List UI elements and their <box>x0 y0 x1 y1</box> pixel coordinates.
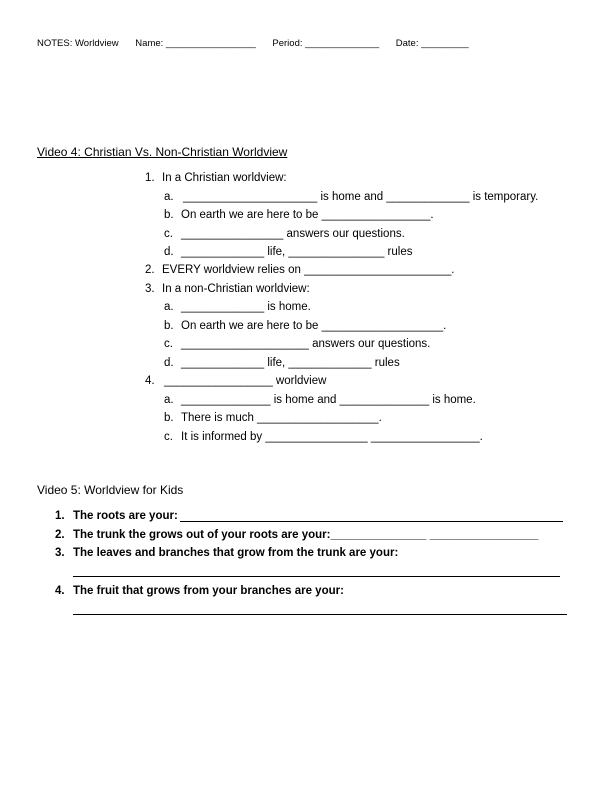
v5-item-2: The trunk the grows out of your roots are your:_______________ _________________ <box>73 529 539 541</box>
v5-answer-line-1 <box>180 521 563 522</box>
v4-letter-1c: c. <box>164 228 173 240</box>
date-field: Date: _________ <box>395 38 469 49</box>
v4-item-4b: There is much ___________________. <box>181 412 382 424</box>
v5-answer-line-3 <box>73 576 560 577</box>
v4-num-2: 2. <box>145 264 155 276</box>
v4-item-4c: It is informed by ________________ _________________. <box>181 431 483 443</box>
v5-item-1: The roots are your: <box>73 510 178 522</box>
v4-letter-4b: b. <box>164 412 174 424</box>
v4-letter-1d: d. <box>164 246 174 258</box>
video4-title: Video 4: Christian Vs. Non-Christian Worldview <box>37 145 288 159</box>
v4-item-3b: On earth we are here to be ___________________. <box>181 320 447 332</box>
v5-item-4: The fruit that grows from your branches are your: <box>73 585 344 597</box>
v5-num-2: 2. <box>55 529 65 541</box>
v4-item-4a: ______________ is home and ______________ is home. <box>181 394 476 406</box>
v4-letter-3b: b. <box>164 320 174 332</box>
period-field: Period: ______________ <box>272 38 380 49</box>
v4-letter-1b: b. <box>164 209 174 221</box>
v4-letter-1a: a. <box>164 191 174 203</box>
notes-title: NOTES: Worldview <box>37 38 119 49</box>
v4-letter-3a: a. <box>164 301 174 313</box>
v5-answer-line-4 <box>73 614 567 615</box>
v4-item-1: In a Christian worldview: <box>162 172 287 184</box>
v5-num-3: 3. <box>55 547 65 559</box>
video5-title: Video 5: Worldview for Kids <box>37 483 184 497</box>
v4-item-2: EVERY worldview relies on _______________________. <box>162 264 455 276</box>
v4-num-1: 1. <box>145 172 155 184</box>
worksheet-header <box>37 38 483 49</box>
name-field: Name: _________________ <box>135 38 256 49</box>
v5-num-1: 1. <box>55 510 65 522</box>
v4-letter-3c: c. <box>164 338 173 350</box>
v4-item-3: In a non-Christian worldview: <box>162 283 310 295</box>
v4-item-4: _________________ worldview <box>164 375 327 387</box>
v4-num-4: 4. <box>145 375 155 387</box>
v4-letter-4a: a. <box>164 394 174 406</box>
v4-item-1d: _____________ life, _______________ rules <box>181 246 413 258</box>
v4-item-3a: _____________ is home. <box>181 301 311 313</box>
v4-item-1b: On earth we are here to be _________________. <box>181 209 434 221</box>
v4-item-3d: _____________ life, _____________ rules <box>181 357 400 369</box>
v4-num-3: 3. <box>145 283 155 295</box>
v4-item-1a: _____________________ is home and _____________ is temporary. <box>183 191 539 203</box>
v4-item-1c: ________________ answers our questions. <box>181 228 405 240</box>
v4-letter-3d: d. <box>164 357 174 369</box>
v4-item-3c: ____________________ answers our questions. <box>181 338 431 350</box>
v5-num-4: 4. <box>55 585 65 597</box>
v5-item-3: The leaves and branches that grow from the trunk are your: <box>73 547 399 559</box>
v4-letter-4c: c. <box>164 431 173 443</box>
